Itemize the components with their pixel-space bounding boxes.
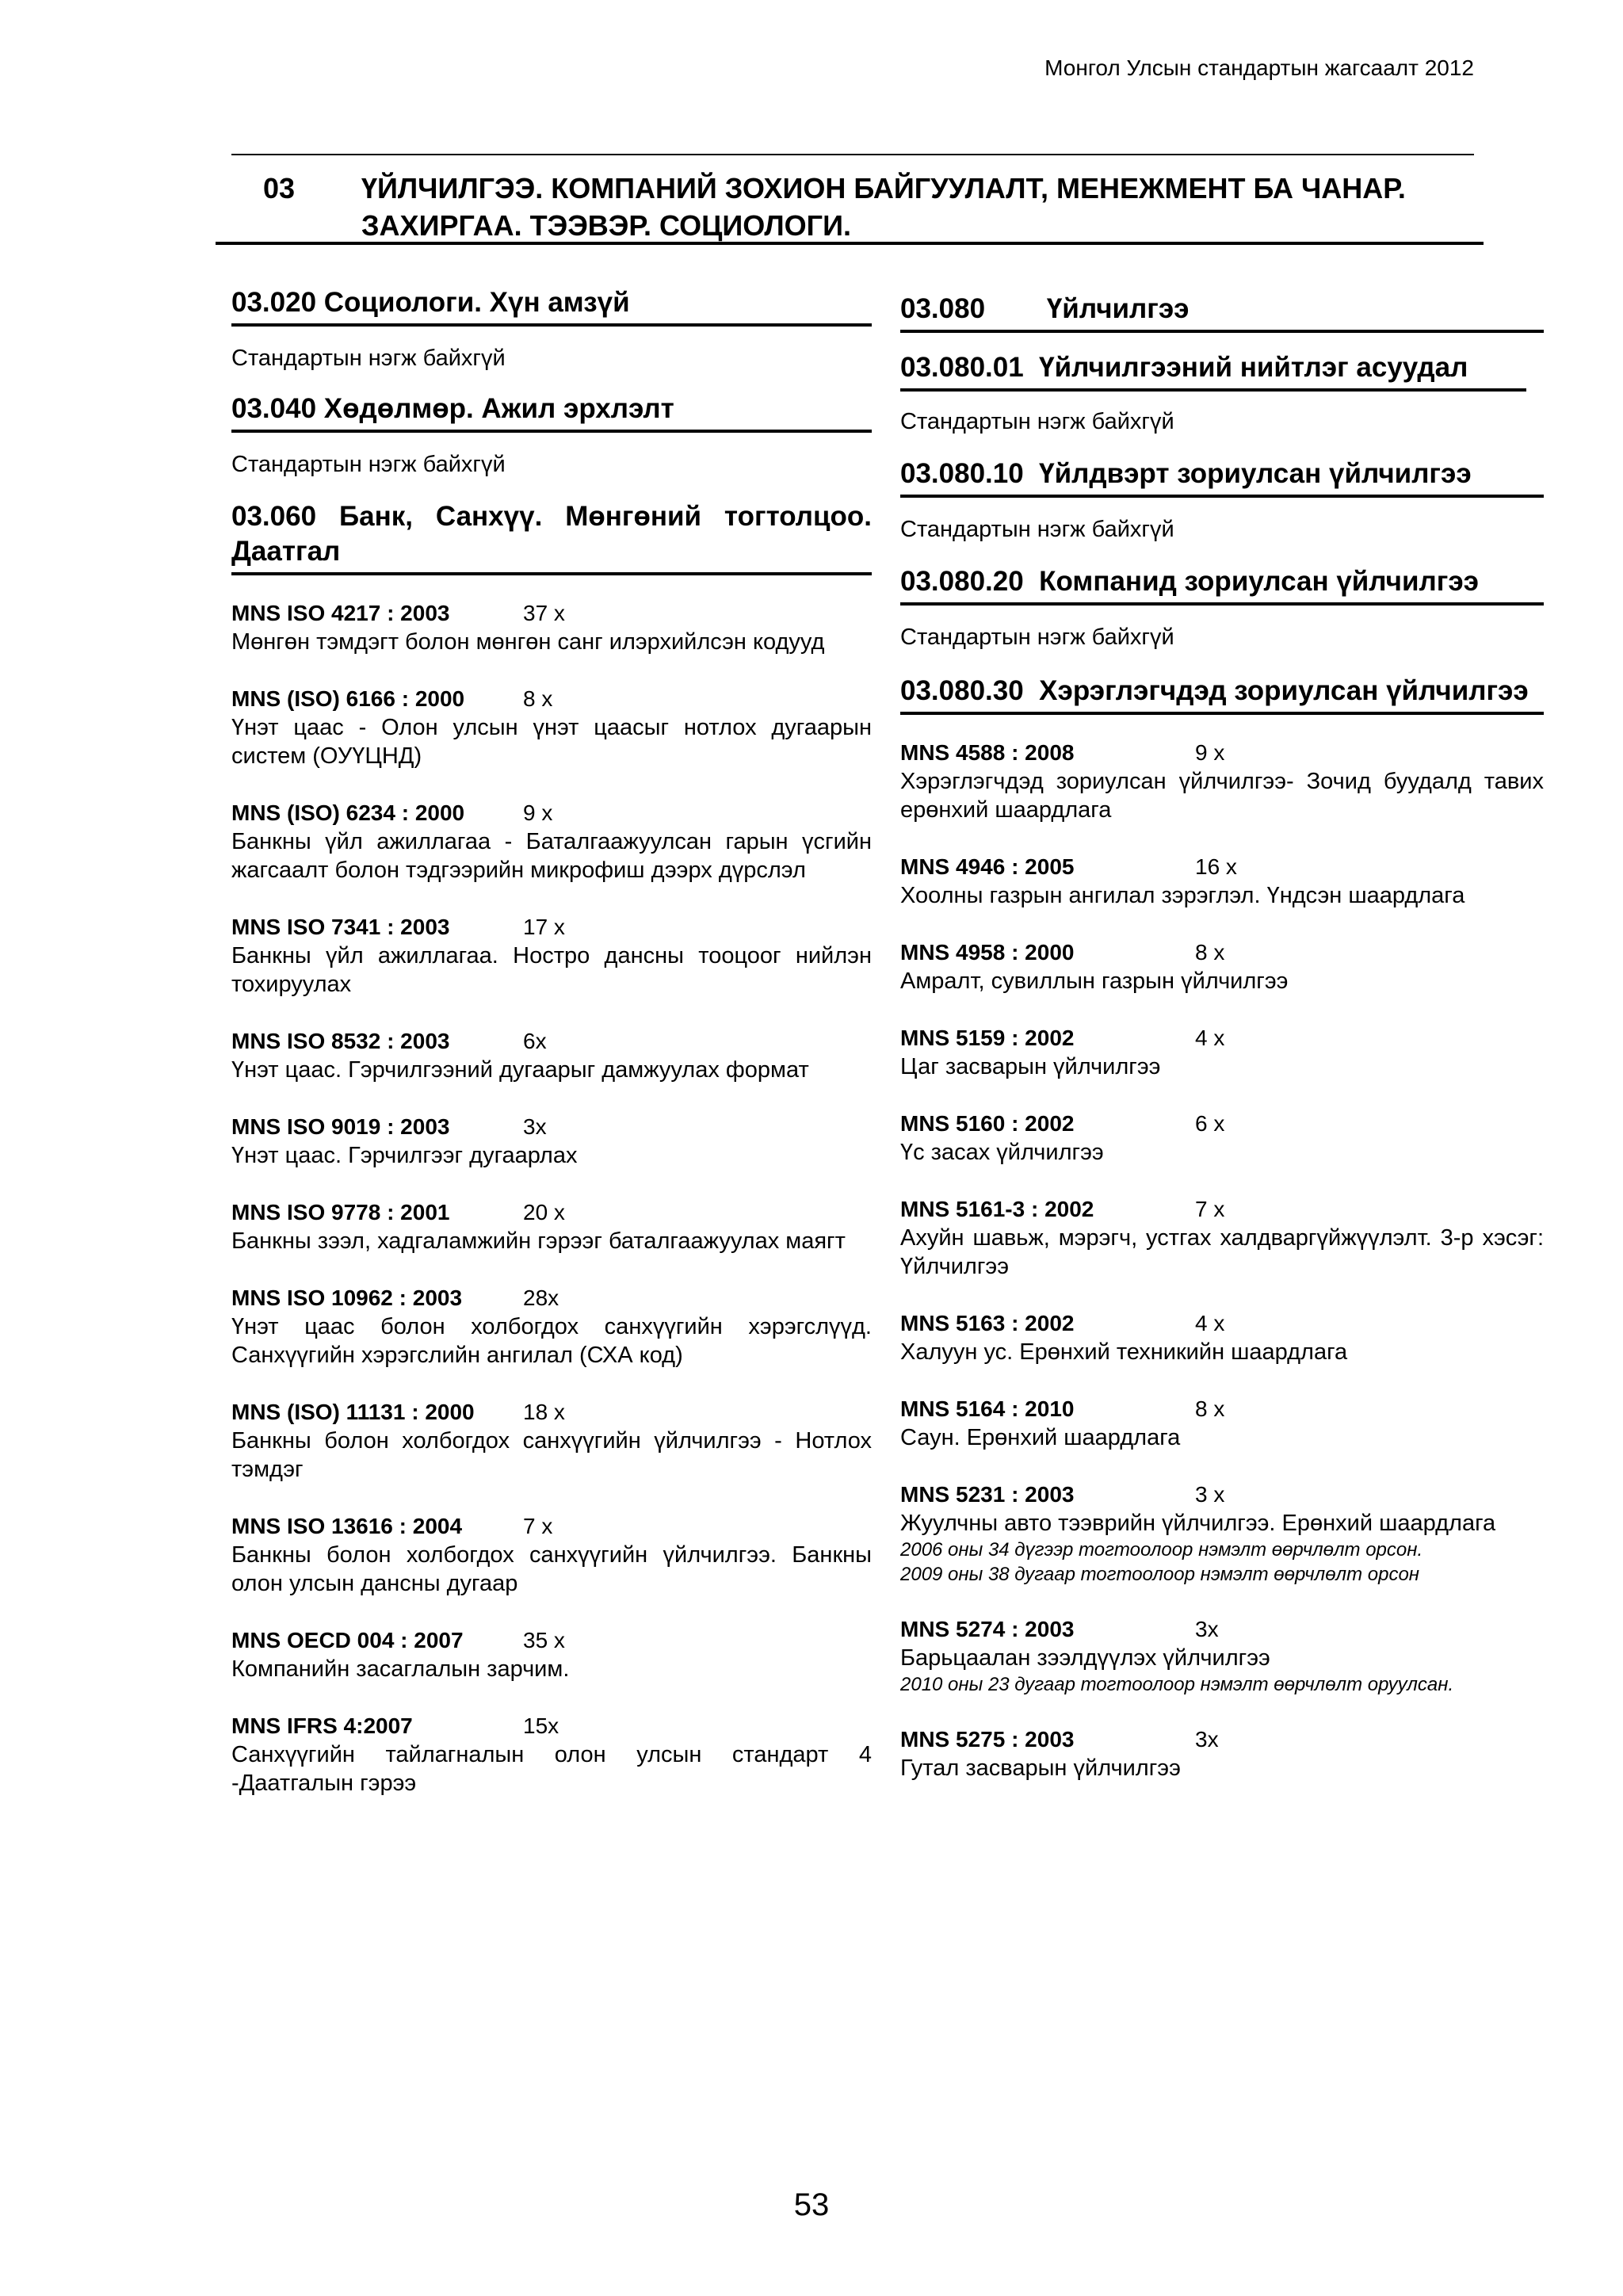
standard-entry bbox=[900, 938, 1544, 995]
standard-code-line bbox=[231, 1113, 872, 1141]
standard-entry bbox=[231, 1626, 872, 1683]
standard-description: Банкны зээл, хадгаламжийн гэрээг баталгаажуулах маягт bbox=[231, 1228, 846, 1254]
standards-list bbox=[231, 599, 872, 1797]
standard-description: Гутал засварын үйлчилгээ bbox=[900, 1755, 1181, 1781]
standard-description: Компанийн засаглалын зарчим. bbox=[231, 1656, 570, 1682]
standard-code: MNS 5160 : 2002 bbox=[900, 1111, 1075, 1136]
copies-count: 28x bbox=[523, 1286, 559, 1310]
standard-code-line bbox=[231, 1398, 872, 1427]
section-note: Стандартын нэгж байхгүй bbox=[900, 409, 1174, 434]
section-rule bbox=[231, 572, 872, 575]
section-note: Стандартын нэгж байхгүй bbox=[900, 517, 1174, 542]
copies-count: 8 x bbox=[1195, 1396, 1225, 1421]
section-03-080-30 bbox=[900, 674, 1544, 715]
standard-description: Халуун ус. Ерөнхий техникийн шаардлага bbox=[900, 1339, 1348, 1365]
standard-code-line bbox=[900, 1615, 1544, 1644]
standard-description: Үнэт цаас болон холбогдох санхүүгийн хэрэгслүүд. Санхүүгийн хэрэгслийн ангилал (СХА код) bbox=[231, 1314, 872, 1368]
amendment-note: 2009 оны 38 дугаар тогтоолоор нэмэлт өөрчлөлт орсон bbox=[900, 1564, 1419, 1585]
standard-code-line bbox=[900, 1110, 1544, 1138]
standard-entry bbox=[900, 1395, 1544, 1452]
standard-code-line bbox=[900, 739, 1544, 767]
standard-description: Санхүүгийн тайлагналын олон улсын стандарт 4 -Даатгалын гэрээ bbox=[231, 1742, 872, 1796]
standard-code-line bbox=[900, 853, 1544, 881]
section-rule bbox=[900, 330, 1544, 333]
standard-description: Банкны болон холбогдох санхүүгийн үйлчилгээ - Нотлох тэмдэг bbox=[231, 1428, 872, 1482]
standard-description: Үнэт цаас. Гэрчилгээг дугаарлах bbox=[231, 1143, 578, 1168]
copies-count: 15x bbox=[523, 1713, 559, 1738]
standard-description: Хэрэглэгчдэд зориулсан үйлчилгээ- Зочид буудалд тавих ерөнхий шаардлага bbox=[900, 769, 1544, 823]
section-note: Стандартын нэгж байхгүй bbox=[231, 452, 506, 477]
standard-code: MNS 5161-3 : 2002 bbox=[900, 1197, 1094, 1221]
copies-count: 8 x bbox=[1195, 940, 1225, 965]
copies-count: 6 x bbox=[1195, 1111, 1225, 1136]
section-rule bbox=[900, 602, 1544, 606]
section-03-040 bbox=[231, 392, 872, 479]
standard-description: Амралт, сувиллын газрын үйлчилгээ bbox=[900, 968, 1289, 994]
standard-code: MNS ISO 13616 : 2004 bbox=[231, 1514, 463, 1538]
standard-code: MNS (ISO) 6234 : 2000 bbox=[231, 800, 465, 825]
standard-entry bbox=[231, 1198, 872, 1255]
copies-count: 35 x bbox=[523, 1628, 565, 1652]
standard-code-line bbox=[231, 1626, 872, 1655]
standard-entry bbox=[231, 1512, 872, 1598]
standard-description: Жуулчны авто тээврийн үйлчилгээ. Ерөнхий шаардлага bbox=[900, 1511, 1496, 1536]
document-header: Монгол Улсын стандартын жагсаалт 2012 bbox=[1044, 55, 1474, 80]
section-title: 03.080.20 Компанид зориулсан үйлчилгээ bbox=[900, 566, 1479, 597]
standard-description: Банкны болон холбогдох санхүүгийн үйлчилгээ. Банкны олон улсын дансны дугаар bbox=[231, 1542, 872, 1596]
standard-entry bbox=[231, 1027, 872, 1084]
standard-entry bbox=[231, 1113, 872, 1170]
section-03-080-20 bbox=[900, 564, 1544, 651]
standard-entry bbox=[231, 685, 872, 770]
standard-entry bbox=[900, 1615, 1544, 1697]
standard-entry bbox=[231, 599, 872, 656]
section-title: 03.080.01 Үйлчилгээний нийтлэг асуудал bbox=[900, 352, 1468, 383]
standard-code: MNS 5163 : 2002 bbox=[900, 1311, 1075, 1335]
standard-code-line bbox=[900, 938, 1544, 967]
section-title: 03.060 Банк, Санхүү. Мөнгөний тогтолцоо. Даатгал bbox=[231, 501, 872, 567]
standard-code-line bbox=[231, 1027, 872, 1056]
copies-count: 3x bbox=[1195, 1617, 1219, 1641]
standard-code: MNS 4588 : 2008 bbox=[900, 740, 1075, 765]
copies-count: 3x bbox=[1195, 1727, 1219, 1752]
section-03-060 bbox=[231, 499, 872, 575]
section-rule bbox=[900, 388, 1526, 392]
standard-entry bbox=[231, 799, 872, 884]
standard-code-line bbox=[231, 1512, 872, 1541]
standard-description: Үнэт цаас - Олон улсын үнэт цаасыг нотлох дугаарын систем (ОУҮЦНД) bbox=[231, 715, 872, 769]
standard-description: Банкны үйл ажиллагаа. Ностро дансны тооцоог нийлэн тохируулах bbox=[231, 943, 872, 997]
standard-code: MNS 4946 : 2005 bbox=[900, 854, 1075, 879]
copies-count: 3 x bbox=[1195, 1482, 1225, 1507]
standard-entry bbox=[900, 1480, 1544, 1587]
standard-code: MNS 5231 : 2003 bbox=[900, 1482, 1075, 1507]
standard-code: MNS ISO 10962 : 2003 bbox=[231, 1286, 463, 1310]
copies-count: 37 x bbox=[523, 601, 565, 625]
section-title: 03.080.30 Хэрэглэгчдэд зориулсан үйлчилгээ bbox=[900, 675, 1529, 706]
copies-count: 7 x bbox=[1195, 1197, 1225, 1221]
section-rule bbox=[231, 323, 872, 327]
standard-description: Үнэт цаас. Гэрчилгээний дугаарыг дамжуулах формат bbox=[231, 1057, 809, 1083]
page-number: 53 bbox=[793, 2187, 830, 2222]
copies-count: 16 x bbox=[1195, 854, 1237, 879]
section-rule bbox=[900, 495, 1544, 498]
standard-description: Мөнгөн тэмдэгт болон мөнгөн санг илэрхийлсэн кодууд bbox=[231, 629, 825, 655]
amendment-note: 2006 оны 34 дүгээр тогтоолоор нэмэлт өөрчлөлт орсон. bbox=[900, 1539, 1423, 1561]
chapter-rule bbox=[216, 242, 1484, 245]
standard-code: MNS ISO 7341 : 2003 bbox=[231, 915, 450, 939]
standards-list bbox=[900, 739, 1544, 1782]
section-rule bbox=[231, 430, 872, 433]
copies-count: 17 x bbox=[523, 915, 565, 939]
standard-code: MNS IFRS 4:2007 bbox=[231, 1713, 413, 1738]
section-title: 03.080 Үйлчилгээ bbox=[900, 293, 1190, 324]
standard-code: MNS 5275 : 2003 bbox=[900, 1727, 1075, 1752]
copies-count: 6x bbox=[523, 1029, 547, 1053]
standard-description: Саун. Ерөнхий шаардлага bbox=[900, 1425, 1181, 1450]
section-03-080 bbox=[900, 292, 1544, 333]
amendment-note: 2010 оны 23 дугаар тогтоолоор нэмэлт өөрчлөлт оруулсан. bbox=[900, 1674, 1454, 1695]
copies-count: 4 x bbox=[1195, 1311, 1225, 1335]
standard-description: Хоолны газрын ангилал зэрэглэл. Үндсэн шаардлага bbox=[900, 883, 1465, 908]
standard-entry bbox=[231, 1398, 872, 1484]
standard-code: MNS OECD 004 : 2007 bbox=[231, 1628, 464, 1652]
section-title: 03.080.10 Үйлдвэрт зориулсан үйлчилгээ bbox=[900, 458, 1472, 489]
standard-code-line bbox=[900, 1480, 1544, 1509]
chapter-title: ҮЙЛЧИЛГЭЭ. КОМПАНИЙ ЗОХИОН БАЙГУУЛАЛТ, МЕНЕЖМЕНТ БА ЧАНАР. ЗАХИРГАА. ТЭЭВЭР. СОЦИОЛОГИ. bbox=[361, 172, 1406, 242]
standard-entry bbox=[900, 739, 1544, 824]
copies-count: 9 x bbox=[1195, 740, 1225, 765]
section-note: Стандартын нэгж байхгүй bbox=[900, 625, 1174, 650]
standard-code: MNS 5164 : 2010 bbox=[900, 1396, 1075, 1421]
standard-code: MNS ISO 9019 : 2003 bbox=[231, 1114, 450, 1139]
standard-code-line bbox=[231, 913, 872, 942]
header-rule bbox=[231, 154, 1474, 155]
section-03-080-01 bbox=[900, 350, 1526, 436]
standard-entry bbox=[900, 1024, 1544, 1081]
standard-entry bbox=[900, 1309, 1544, 1366]
standard-code-line bbox=[900, 1195, 1544, 1224]
section-03-020 bbox=[231, 285, 872, 372]
standard-code-line bbox=[231, 599, 872, 628]
copies-count: 9 x bbox=[523, 800, 553, 825]
standard-description: Ахуйн шавьж, мэрэгч, устгах халдваргүйжүүлэлт. 3-р хэсэг: Үйлчилгээ bbox=[900, 1225, 1544, 1279]
standard-code: MNS 4958 : 2000 bbox=[900, 940, 1075, 965]
standard-code-line bbox=[231, 685, 872, 713]
standard-entry bbox=[900, 1195, 1544, 1281]
standard-entry bbox=[231, 1712, 872, 1797]
standard-code: MNS ISO 8532 : 2003 bbox=[231, 1029, 450, 1053]
standard-entry bbox=[231, 1284, 872, 1370]
copies-count: 3x bbox=[523, 1114, 547, 1139]
standard-entry bbox=[900, 1110, 1544, 1167]
standard-description: Цаг засварын үйлчилгээ bbox=[900, 1054, 1161, 1079]
right-column bbox=[900, 285, 1544, 1782]
left-column bbox=[231, 285, 872, 1797]
standard-code: MNS 5159 : 2002 bbox=[900, 1026, 1075, 1050]
standard-code: MNS (ISO) 11131 : 2000 bbox=[231, 1400, 475, 1424]
copies-count: 18 x bbox=[523, 1400, 565, 1424]
standard-code: MNS (ISO) 6166 : 2000 bbox=[231, 686, 465, 711]
section-title: 03.040 Хөдөлмөр. Ажил эрхлэлт bbox=[231, 393, 674, 424]
section-title: 03.020 Социологи. Хүн амзүй bbox=[231, 287, 630, 318]
copies-count: 8 x bbox=[523, 686, 553, 711]
copies-count: 20 x bbox=[523, 1200, 565, 1224]
standard-code: MNS 5274 : 2003 bbox=[900, 1617, 1075, 1641]
standard-description: Барьцаалан зээлдүүлэх үйлчилгээ bbox=[900, 1645, 1270, 1671]
section-note: Стандартын нэгж байхгүй bbox=[231, 346, 506, 371]
standard-entry bbox=[231, 913, 872, 999]
copies-count: 4 x bbox=[1195, 1026, 1225, 1050]
section-03-080-10 bbox=[900, 457, 1544, 544]
standard-entry bbox=[900, 853, 1544, 910]
standard-code: MNS ISO 9778 : 2001 bbox=[231, 1200, 450, 1224]
standard-code-line bbox=[231, 1198, 872, 1227]
standard-code-line bbox=[231, 1712, 872, 1740]
standard-code-line bbox=[231, 799, 872, 827]
standard-description: Банкны үйл ажиллагаа - Баталгаажуулсан гарын үсгийн жагсаалт болон тэдгээрийн микрофиш дээрх дүрслэл bbox=[231, 829, 872, 883]
standard-code-line bbox=[900, 1024, 1544, 1052]
standard-code-line bbox=[900, 1725, 1544, 1754]
copies-count: 7 x bbox=[523, 1514, 553, 1538]
standard-code-line bbox=[231, 1284, 872, 1312]
standard-code-line bbox=[900, 1309, 1544, 1338]
standard-code-line bbox=[900, 1395, 1544, 1423]
standard-code: MNS ISO 4217 : 2003 bbox=[231, 601, 450, 625]
standard-description: Үс засах үйлчилгээ bbox=[900, 1140, 1104, 1165]
section-rule bbox=[900, 712, 1544, 715]
chapter-number: 03 bbox=[263, 172, 296, 204]
standard-entry bbox=[900, 1725, 1544, 1782]
